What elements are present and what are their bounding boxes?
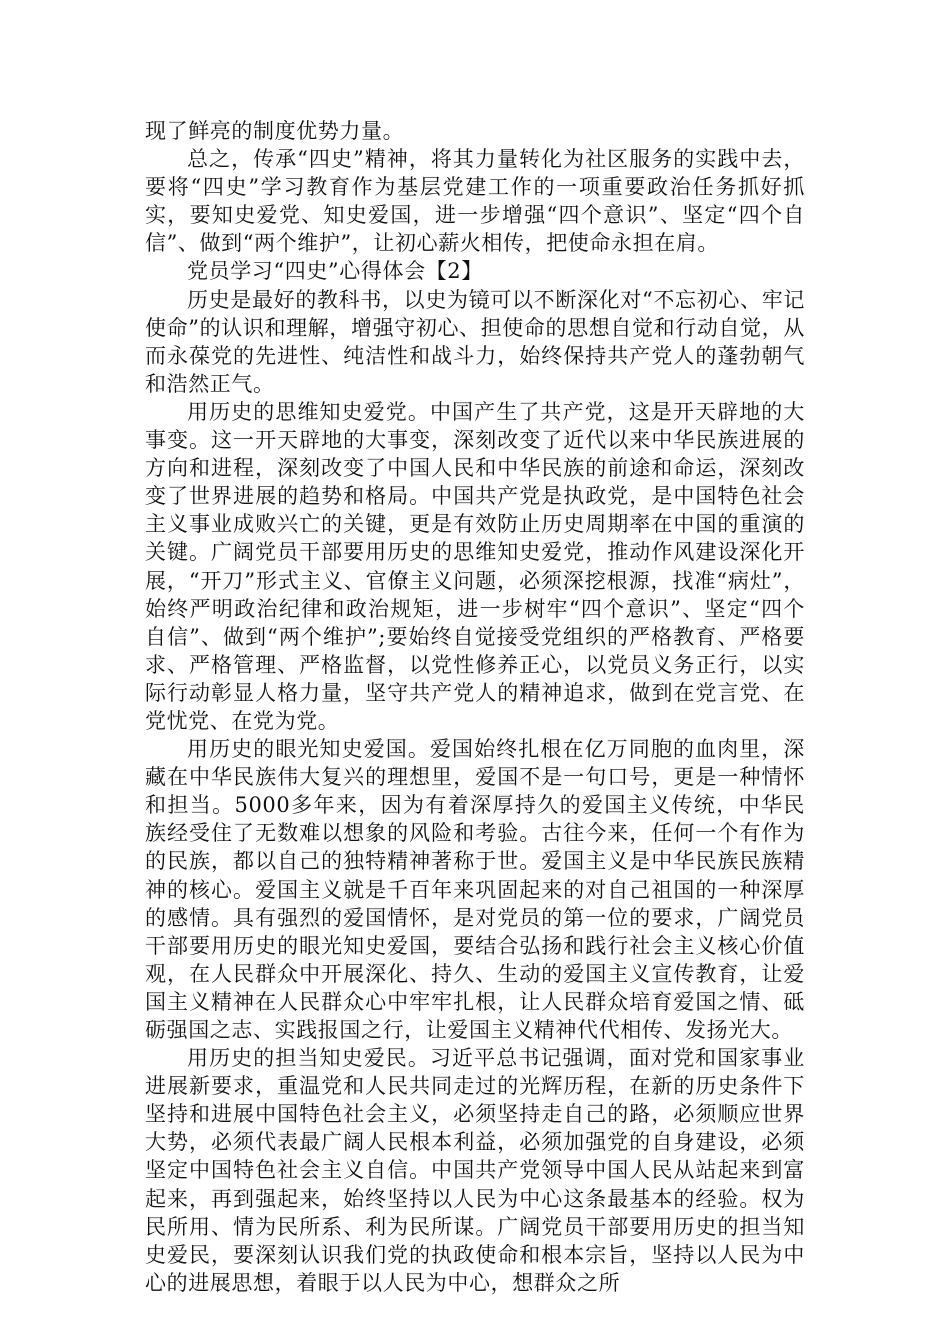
paragraph-conclusion: 总之，传承“四史”精神，将其力量转化为社区服务的实践中去，要将“四史”学习教育作为基层党建工作的一项重要政治任务抓好抓实，要知史爱党、知史爱国，进一步增强“四个意识”、坚定“四个自信”、做到“两个维护”，让初心薪火相传，把使命永担在肩。	[145, 147, 805, 256]
paragraph-love-party: 用历史的思维知史爱党。中国产生了共产党，这是开天辟地的大事变。这一开天辟地的大事变，深刻改变了近代以来中华民族进展的方向和进程，深刻改变了中国人民和中华民族的前途和命运，深刻改变了世界进展的趋势和格局。中国共产党是执政党，是中国特色社会主义事业成败兴亡的关键，更是有效防止历史周期率在中国的重演的关键。广阔党员干部要用历史的思维知史爱党，推动作风建设深化开展，“开刀”形式主义、官僚主义问题，必须深挖根源，找准“病灶”，始终严明政治纪律和政治规矩，进一步树牢“四个意识”、坚定“四个自信”、做到“两个维护”;要始终自觉接受党组织的严格教育、严格要求、严格管理、严格监督，以党性修养正心，以党员义务正行，以实际行动彰显人格力量，坚守共产党人的精神追求，做到在党言党、在党忧党、在党为党。	[145, 399, 805, 733]
paragraph-intro: 历史是最好的教科书，以史为镜可以不断深化对“不忘初心、牢记使命”的认识和理解，增强守初心、担使命的思想自觉和行动自觉，从而永葆党的先进性、纯洁性和战斗力，始终保持共产党人的蓬勃朝气和浩然正气。	[145, 287, 805, 396]
paragraph-love-people: 用历史的担当知史爱民。习近平总书记强调，面对党和国家事业进展新要求，重温党和人民共同走过的光辉历程，在新的历史条件下坚持和进展中国特色社会主义，必须坚持走自己的路，必须顺应世界大势，必须代表最广阔人民根本利益，必须加强党的自身建设，必须坚定中国特色社会主义自信。中国共产党领导中国人民从站起来到富起来，再到强起来，始终坚持以人民为中心这条最基本的经验。权为民所用、情为民所系、利为民所谋。广阔党员干部要用历史的担当知史爱民，要深刻认识我们党的执政使命和根本宗旨，坚持以人民为中心的进展思想，着眼于以人民为中心，想群众之所	[145, 1046, 805, 1295]
section-heading: 党员学习“四史”心得体会【2】	[187, 259, 483, 284]
document-page	[145, 117, 805, 1297]
paragraph-love-country: 用历史的眼光知史爱国。爱国始终扎根在亿万同胞的血肉里，深藏在中华民族伟大复兴的理想里，爱国不是一句口号，更是一种情怀和担当。5000多年来，因为有着深厚持久的爱国主义传统，中华民族经受住了无数难以想象的风险和考验。古往今来，任何一个有作为的民族，都以自己的独特精神著称于世。爱国主义是中华民族民族精神的核心。爱国主义就是千百年来巩固起来的对自己祖国的一种深厚的感情。具有强烈的爱国情怀，是对党员的第一位的要求，广阔党员干部要用历史的眼光知史爱国，要结合弘扬和践行社会主义核心价值观，在人民群众中开展深化、持久、生动的爱国主义宣传教育，让爱国主义精神在人民群众心中牢牢扎根，让人民群众培育爱国之情、砥砺强国之志、实践报国之行，让爱国主义精神代代相传、发扬光大。	[145, 737, 805, 1042]
paragraph-closing-line: 现了鲜亮的制度优势力量。	[145, 119, 405, 143]
